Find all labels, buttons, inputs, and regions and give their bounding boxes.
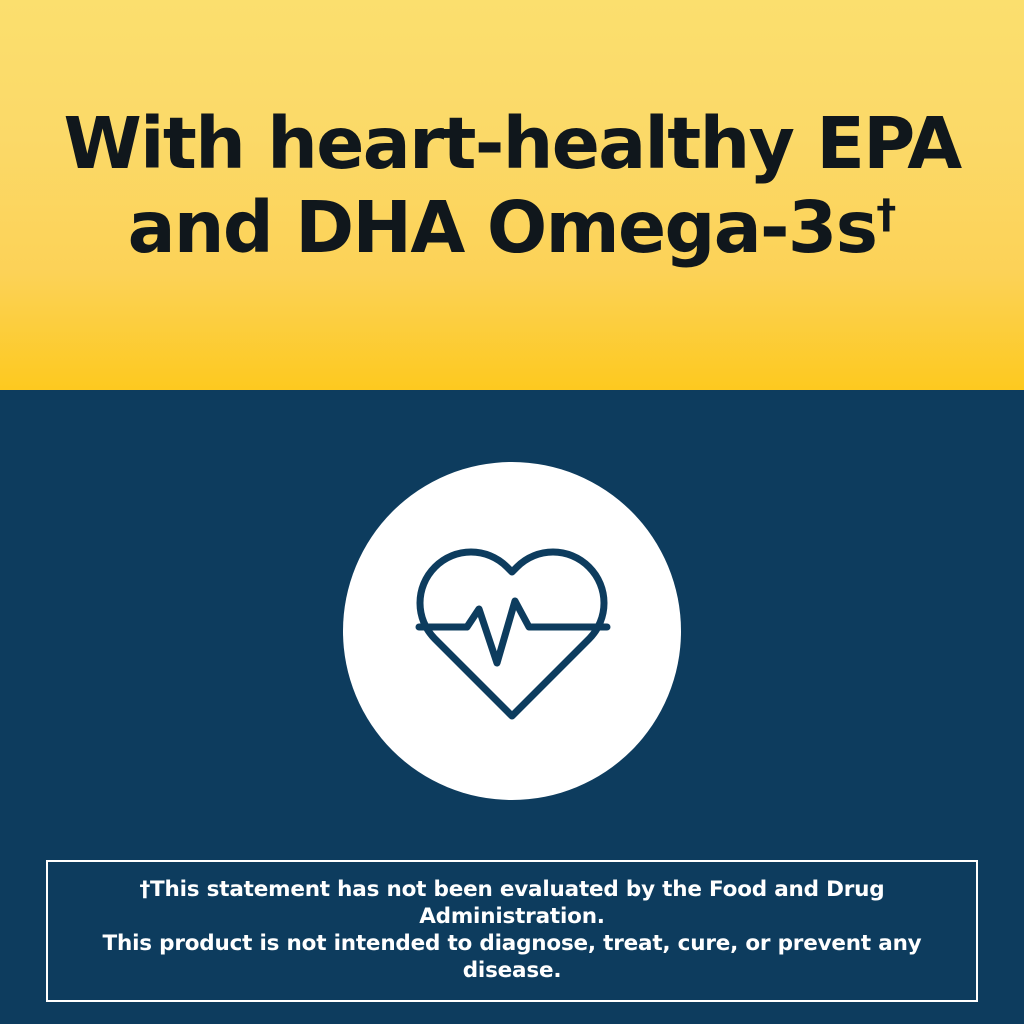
disclaimer-line-1: †This statement has not been evaluated by the Food and Drug Administration. [139,876,885,929]
disclaimer-line-2: This product is not intended to diagnose, treat, cure, or prevent any disease. [102,930,922,983]
icon-circle-badge [343,462,681,800]
headline-banner [0,0,1024,390]
heart-pulse-icon [407,531,617,731]
disclaimer-box [46,860,978,1002]
icon-panel [0,390,1024,1024]
dagger-symbol: † [876,191,897,238]
headline-line-1: With heart-healthy EPA [63,102,961,186]
headline-line-2: and DHA Omega-3s [127,186,877,269]
page-title [63,102,960,270]
